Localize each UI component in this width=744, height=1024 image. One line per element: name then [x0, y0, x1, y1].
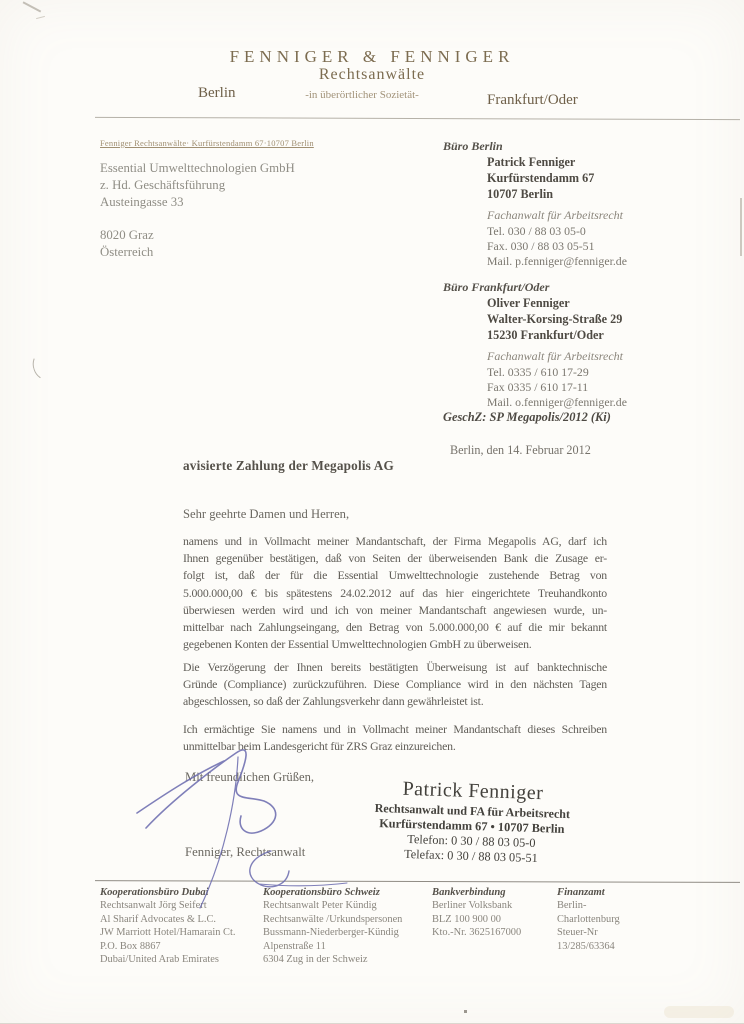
body-line: unmittelbar beim Landesgericht für ZRS Graz einzureichen.: [183, 739, 456, 754]
office-frankfurt-address: [487, 296, 622, 343]
footer-line: 13/285/63364: [557, 940, 615, 952]
scan-scratch-top-left-2: [36, 16, 45, 19]
scan-smudge-bottom-right: [664, 1006, 734, 1018]
stamp-telefax: Telefax: 0 30 / 88 03 05-51: [403, 846, 538, 866]
salutation: Sehr geehrte Damen und Herren,: [183, 507, 350, 521]
body-line: 5.000.000,00 € bis spätestens 24.02.2012 auf das hier eingerichtete Treuhandkonto: [183, 585, 607, 600]
office-berlin-role: Fachanwalt für Arbeitsrecht: [487, 208, 623, 222]
recipient-country: Österreich: [100, 245, 154, 259]
footer-line: Charlottenburg: [557, 913, 620, 925]
footer-line: Steuer-Nr: [557, 927, 598, 939]
recipient-company: Essential Umwelttechnologien GmbH: [100, 161, 295, 175]
body-line: Ihnen gegenüber bestätigen, daß von Seiten der überweisenden Bank die Zusage er-: [183, 551, 607, 566]
recipient-street: Austeingasse 33: [100, 195, 184, 209]
footer-line: Berliner Volksbank: [432, 900, 513, 912]
footer-line: 6304 Zug in der Schweiz: [263, 954, 368, 966]
office-berlin-address: [487, 155, 594, 202]
stamp-name: Patrick Fenniger: [402, 777, 544, 805]
scan-dot-bottom: [464, 1010, 467, 1013]
footer-col-schweiz: [263, 886, 402, 966]
office-berlin-name: Patrick Fenniger: [487, 155, 576, 169]
closing-line: Mit freundlichen Grüßen,: [185, 770, 315, 784]
lawyer-stamp: [355, 776, 590, 867]
scan-scratch-top-left: [23, 1, 41, 12]
firm-subtitle: Rechtsanwälte: [318, 66, 426, 83]
body-paragraph-1: [183, 533, 607, 653]
date-line: Berlin, den 14. Februar 2012: [450, 443, 591, 457]
body-line: mittelbar nach Zahlungseingang, den Betrag von 5.000.000,00 € auf die mir bekannt: [183, 620, 607, 635]
office-frankfurt-name: Oliver Fenniger: [487, 296, 570, 310]
office-berlin-title: Büro Berlin: [443, 139, 503, 153]
footer-col-title: Bankverbindung: [432, 887, 506, 898]
footer-line: P.O. Box 8867: [100, 940, 161, 952]
office-frankfurt-role: Fachanwalt für Arbeitsrecht: [487, 349, 623, 363]
body-line: überwiesen werden wird und ich von meiner Mandantschaft angewiesen wurde, un-: [183, 602, 607, 617]
letterhead-city-berlin: Berlin: [198, 85, 236, 101]
body-paragraph-3: [183, 721, 607, 755]
firm-name: FENNIGER & FENNIGER: [229, 47, 515, 66]
office-frankfurt-mail: Mail. o.fenniger@fenniger.de: [487, 395, 627, 410]
office-berlin-tel: Tel. 030 / 88 03 05-0: [487, 224, 586, 238]
stamp-telefon: Telefon: 0 30 / 88 03 05-0: [407, 831, 536, 851]
footer-line: Rechtsanwalt Peter Kündig: [263, 900, 377, 912]
body-line: Gründe (Compliance) zurückzuführen. Diese Compliance wird in den nächsten Tagen: [183, 677, 607, 692]
office-frankfurt-contact: [487, 365, 627, 411]
footer-col-dubai: [100, 886, 235, 966]
recipient-gap: [100, 211, 295, 227]
office-berlin-mail: Mail. p.fenniger@fenniger.de: [487, 254, 627, 269]
letterhead-city-frankfurt: Frankfurt/Oder: [487, 92, 578, 108]
office-frankfurt-title: Büro Frankfurt/Oder: [443, 280, 550, 294]
footer-line: BLZ 100 900 00: [432, 913, 501, 925]
header-divider: [95, 117, 740, 120]
office-berlin-contact: [487, 224, 627, 270]
stamp-address: Kurfürstendamm 67 • 10707 Berlin: [379, 816, 565, 836]
scan-mark-left-margin: [29, 349, 59, 382]
body-line: namens und in Vollmacht meiner Mandantschaft, der Firma Megapolis AG, darf ich: [183, 534, 607, 548]
body-line: folgt ist, daß der für die Essential Umwelttechnologie zustehende Betrag von: [183, 568, 607, 583]
office-frankfurt-fax: Fax 0335 / 610 17-11: [487, 380, 589, 395]
office-frankfurt-tel: Tel. 0335 / 610 17-29: [487, 365, 589, 379]
typed-signature-name: Fenniger, Rechtsanwalt: [185, 845, 306, 859]
office-berlin-street: Kurfürstendamm 67: [487, 170, 595, 185]
footer-line: Dubai/United Arab Emirates: [100, 954, 219, 966]
body-line: Ich ermächtige Sie namens und in Vollmacht meiner Mandantschaft dieses Schreiben: [183, 722, 607, 736]
recipient-city: 8020 Graz: [100, 228, 154, 242]
recipient-attention: z. Hd. Geschäftsführung: [100, 178, 226, 192]
footer-line: Berlin-: [557, 900, 587, 912]
footer-col-title: Kooperationsbüro Dubai: [100, 887, 209, 898]
society-note: -in überörtlicher Sozietät-: [305, 89, 419, 101]
reference-number: GeschZ: SP Megapolis/2012 (Ki): [443, 410, 611, 424]
body-line: Die Verzögerung der Ihnen bereits bestätigten Überweisung ist auf banktechnische: [183, 660, 607, 674]
footer-col-finanzamt: [557, 886, 620, 953]
footer-line: Al Sharif Advocates & L.C.: [100, 913, 217, 925]
footer-line: Rechtsanwalt Jörg Seifert: [100, 900, 207, 912]
footer-col-bank: [432, 886, 521, 940]
stamp-role: Rechtsanwalt und FA für Arbeitsrecht: [374, 800, 571, 822]
sender-return-line: Fenniger Rechtsanwälte· Kurfürstendamm 67·10707 Berlin: [100, 138, 314, 148]
footer-line: Rechtsanwälte /Urkundspersonen: [263, 913, 403, 925]
footer-divider: [95, 880, 740, 883]
office-berlin-fax: Fax. 030 / 88 03 05-51: [487, 239, 595, 254]
body-line: gegebenen Konten der Essential Umwelttechnologien GmbH zu überweisen.: [183, 637, 532, 652]
office-berlin-city: 10707 Berlin: [487, 186, 554, 201]
subject-line: avisierte Zahlung der Megapolis AG: [183, 458, 394, 473]
footer-line: JW Marriott Hotel/Hamarain Ct.: [100, 927, 236, 939]
body-line: abgeschlossen, so daß der Zahlungsverkehr dann gewährleistet ist.: [183, 694, 484, 709]
footer-line: Bussmann-Niederberger-Kündig: [263, 927, 399, 939]
scan-edge-right: [740, 198, 742, 256]
footer-col-title: Finanzamt: [557, 887, 605, 898]
office-frankfurt-city: 15230 Frankfurt/Oder: [487, 327, 604, 342]
footer-line: Alpenstraße 11: [263, 940, 326, 952]
footer-col-title: Kooperationsbüro Schweiz: [263, 887, 380, 898]
footer-line: Kto.-Nr. 3625167000: [432, 927, 522, 939]
office-frankfurt-street: Walter-Korsing-Straße 29: [487, 311, 623, 326]
body-paragraph-2: [183, 659, 607, 711]
recipient-address: [100, 160, 295, 261]
